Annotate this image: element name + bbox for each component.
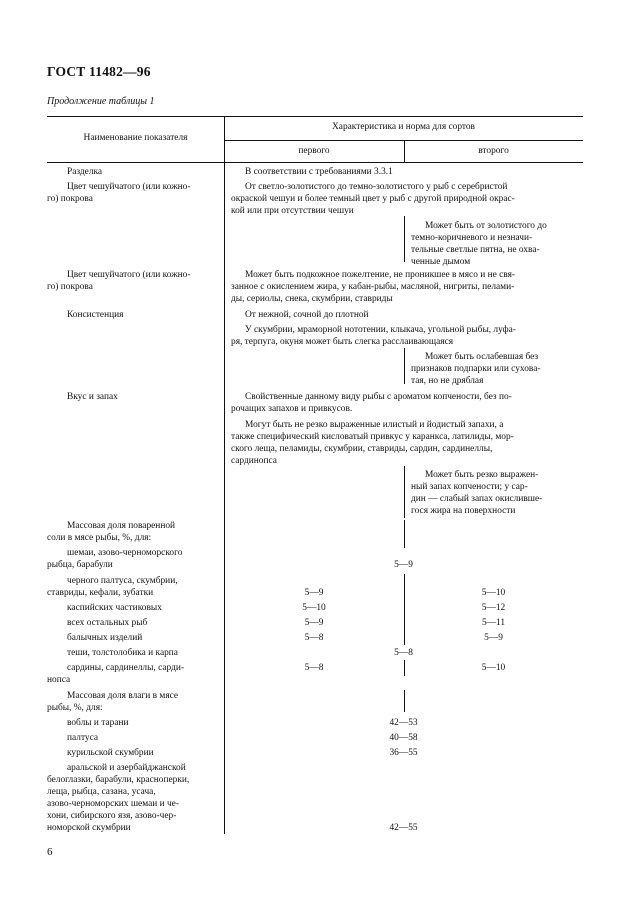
moisture-item-2-name: палтуса bbox=[67, 733, 99, 743]
row-text-color-1-line-1: От светло-золотистого до темно-золотистого у рыб с серебристой bbox=[245, 182, 508, 192]
row-name-moisture-line-1: Массовая доля влаги в мясе bbox=[67, 691, 179, 701]
salt-item-1-line-1: шемаи, азово-черноморского bbox=[67, 548, 183, 558]
moisture-item-4-value: 42—55 bbox=[389, 823, 418, 833]
row-text-consistency-2-line-1: У скумбрии, мраморной нототении, клыкача, угольной рыбы, луфа- bbox=[245, 325, 516, 335]
row-text-taste-1-line-2: рочащих запахов и привкусов. bbox=[231, 404, 353, 414]
salt-item-2-second: 5—10 bbox=[481, 588, 506, 598]
grade-divider-taste bbox=[404, 466, 405, 518]
row-name-moisture-line-2: рыбы, %, для: bbox=[47, 703, 103, 713]
salt-item-1-value: 5—9 bbox=[394, 560, 413, 570]
salt-item-5-second: 5—9 bbox=[484, 633, 503, 643]
document-title: ГОСТ 11482—96 bbox=[47, 64, 151, 79]
row-text-color-1-line-2: окраской чешуи и более темный цвет у рыб с другой природной окрас- bbox=[231, 194, 515, 204]
row-text-taste-2-line-4: сардинопса bbox=[231, 456, 277, 466]
header-first-grade: первого bbox=[298, 146, 330, 156]
salt-item-7-first: 5—8 bbox=[304, 663, 324, 673]
salt-item-2-line-1: черного палтуса, скумбрии, bbox=[67, 576, 178, 586]
moisture-item-3-name: курильской скумбрии bbox=[67, 748, 154, 758]
salt-item-5-first: 5—8 bbox=[304, 633, 324, 643]
color-1-second-line-4: ченные дымом bbox=[411, 257, 471, 267]
row-text-color-1-line-3: кой или при отсутствии чешуи bbox=[231, 206, 354, 216]
salt-item-3-name: каспийских частиковых bbox=[67, 603, 162, 613]
header-bottom-rule bbox=[47, 162, 583, 163]
salt-item-7-line-2: нопса bbox=[47, 675, 71, 685]
row-text-taste-2-line-2: также специфический кисловатый привкус у каранкса, латилиды, мор- bbox=[231, 432, 514, 442]
salt-item-3-second: 5—12 bbox=[481, 603, 506, 613]
row-text-taste-1-line-1: Свойственные данному виду рыбы с ароматом копчености, без по- bbox=[245, 392, 512, 402]
header-name-column: Наименование показателя bbox=[83, 133, 188, 143]
row-text-consistency-2-line-2: ря, терпуга, окуня может быть слегка расслаивающаяся bbox=[231, 337, 454, 347]
row-name-color-2-line-2: го) покрова bbox=[47, 282, 93, 292]
row-text-color-2-line-3: ды, сериолы, снека, скумбрии, ставриды bbox=[231, 294, 393, 304]
moisture-item-1-name: воблы и тарани bbox=[67, 718, 129, 728]
row-name-consistency: Консистенция bbox=[67, 310, 124, 320]
row-name-salt-line-2: соли в мясе рыбы, %, для: bbox=[47, 533, 152, 543]
page-number: 6 bbox=[47, 846, 53, 858]
row-text-taste-2-line-3: ского леща, пеламиды, скумбрии, ставриды, сардин, сардинеллы, bbox=[231, 444, 493, 454]
salt-item-2-line-2: ставриды, кефали, зубатки bbox=[47, 588, 154, 598]
taste-second-line-2: ный запах копчености; у сар- bbox=[411, 482, 528, 492]
salt-item-2-first: 5—9 bbox=[304, 588, 324, 598]
moisture-item-4-line-2: белоглазки, барабули, красноперки, bbox=[47, 775, 190, 785]
color-1-second-line-2: темно-коричневого и незначи- bbox=[411, 233, 533, 243]
row-text-color-2-line-2: занное с окислением жира, у кабан-рыбы, масляной, нигриты, пелами- bbox=[231, 282, 515, 292]
salt-item-4-name: всех остальных рыб bbox=[67, 618, 148, 628]
row-name-taste: Вкус и запах bbox=[67, 392, 118, 402]
row-name-razdelka: Разделка bbox=[67, 167, 103, 177]
moisture-item-1-value: 42—53 bbox=[389, 718, 418, 728]
moisture-item-4-line-6: номорской скумбрии bbox=[47, 823, 131, 833]
salt-item-4-first: 5—9 bbox=[304, 618, 324, 628]
row-text-consistency-1: От нежной, сочной до плотной bbox=[245, 310, 369, 320]
taste-second-line-4: гося жира на поверхности bbox=[411, 506, 516, 516]
moisture-item-4-line-3: леща, рыбца, сазана, усача, bbox=[47, 787, 156, 797]
grade-divider-salt-values bbox=[404, 574, 405, 645]
color-1-second-line-1: Может быть от золотистого до bbox=[425, 221, 547, 231]
consistency-second-line-3: тая, но не дряблая bbox=[411, 376, 484, 386]
grade-divider-salt-header bbox=[404, 520, 405, 548]
salt-item-7-line-1: сардины, сардинеллы, сарди- bbox=[67, 663, 185, 673]
consistency-second-line-2: признаков подпарки или сухова- bbox=[411, 364, 541, 374]
moisture-item-4-line-1: аральской и азербайджанской bbox=[67, 763, 186, 773]
grade-divider-consistency bbox=[404, 348, 405, 384]
salt-item-5-name: балычных изделий bbox=[67, 633, 143, 643]
moisture-item-3-value: 36—55 bbox=[389, 748, 418, 758]
grade-divider-salt-last bbox=[404, 660, 405, 676]
moisture-item-4-line-4: азово-черноморских шемаи и че- bbox=[47, 799, 179, 809]
salt-item-6-name: теши, толстолобика и карпа bbox=[67, 648, 178, 658]
salt-item-4-second: 5—11 bbox=[481, 618, 506, 628]
table-top-rule bbox=[47, 116, 583, 117]
table-continuation-label: Продолжение таблицы 1 bbox=[47, 96, 155, 107]
row-text-razdelka: В соответствии с требованиями 3.3.1 bbox=[245, 167, 393, 177]
salt-item-7-second: 5—10 bbox=[481, 663, 506, 673]
taste-second-line-3: дин — слабый запах окисливше- bbox=[411, 494, 543, 504]
row-name-salt-line-1: Массовая доля поваренной bbox=[67, 521, 176, 531]
moisture-item-2-value: 40—58 bbox=[389, 733, 418, 743]
salt-item-3-first: 5—10 bbox=[302, 603, 326, 613]
grade-divider-color-1 bbox=[404, 216, 405, 262]
salt-item-1-line-2: рыбца, барабули bbox=[47, 560, 113, 570]
grade-divider-moisture-header bbox=[404, 690, 405, 712]
header-characteristic-column: Характеристика и норма для сортов bbox=[332, 122, 475, 132]
color-1-second-line-3: тельные светлые пятна, не охва- bbox=[411, 245, 540, 255]
moisture-item-4-line-5: хони, сибирского язя, азово-чер- bbox=[47, 811, 177, 821]
consistency-second-line-1: Может быть ослабевшая без bbox=[425, 352, 539, 362]
row-name-color-1-line-2: го) покрова bbox=[47, 194, 93, 204]
salt-item-6-value: 5—8 bbox=[394, 648, 413, 658]
row-name-color-1-line-1: Цвет чешуйчатого (или кожно- bbox=[67, 182, 191, 192]
row-text-taste-2-line-1: Могут быть не резко выраженные илистый и йодистый запахи, а bbox=[245, 420, 504, 430]
taste-second-line-1: Может быть резко выражен- bbox=[425, 470, 539, 480]
row-text-color-2-line-1: Может быть подкожное пожелтение, не проникшее в мясо и не свя- bbox=[245, 270, 516, 280]
row-name-color-2-line-1: Цвет чешуйчатого (или кожно- bbox=[67, 270, 191, 280]
header-second-grade: второго bbox=[478, 146, 509, 156]
